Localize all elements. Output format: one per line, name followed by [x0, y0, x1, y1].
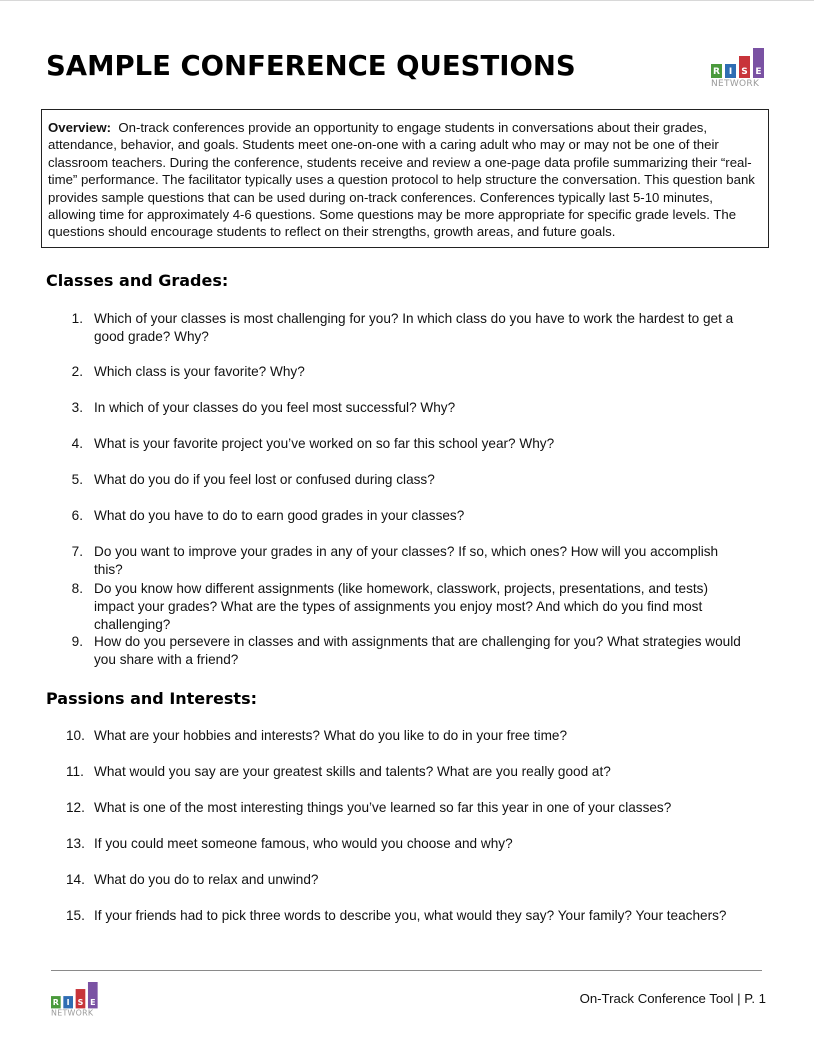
logo-letter: E: [90, 998, 96, 1008]
logo-letter: S: [741, 67, 748, 77]
logo-subtitle: NETWORK: [711, 79, 760, 89]
question-text: Do you want to improve your grades in any of your classes? If so, which ones? How will you accomplish this?: [94, 544, 719, 577]
question-number: 15.: [66, 908, 85, 923]
question-text: In which of your classes do you feel most successful? Why?: [94, 400, 456, 415]
logo-letter: I: [66, 998, 70, 1008]
question-text: If your friends had to pick three words to describe you, what would they say? Your family? Your teachers?: [94, 908, 727, 923]
logo-bar-r: [51, 996, 61, 1008]
logo-bar-s: [739, 56, 750, 78]
rise-network-logo-footer: [51, 982, 102, 1018]
question-number: 10.: [66, 728, 85, 743]
rise-network-logo: [711, 48, 769, 89]
question-number: 3.: [71, 400, 83, 415]
question-item: [66, 507, 746, 525]
question-item: [66, 727, 746, 745]
logo-bar-s: [76, 989, 86, 1008]
logo-letter: S: [77, 998, 84, 1008]
question-text: Which of your classes is most challenging for you? In which class do you have to work the hardest to get a good grade? Why?: [94, 311, 734, 344]
question-item: [66, 363, 746, 381]
question-number: 5.: [71, 472, 83, 487]
question-number: 7.: [71, 544, 83, 559]
logo-letter: I: [728, 67, 733, 77]
question-number: 13.: [66, 836, 85, 851]
question-number: 4.: [71, 436, 83, 451]
question-item: [66, 399, 746, 417]
question-item: [66, 580, 746, 634]
question-text: What do you have to do to earn good grades in your classes?: [94, 508, 465, 523]
question-item: [66, 871, 746, 889]
question-item: [66, 835, 746, 853]
question-number: 8.: [71, 581, 83, 596]
logo-bar-i: [725, 64, 736, 78]
overview-text: On-track conferences provide an opportunity to engage students in conversations about their grades, attendance, behavior, and goals. Students meet one-on-one with a caring adult who may or may not be one of their classroom teachers. During the conference, students receive and review a one-page data profile summarizing their “real-time” performance. The facilitator typically uses a question protocol to help structure the conversation. This question bank provides sample questions that can be used during on-track conferences. Conferences typically last 5-10 minutes, allowing time for approximately 4-6 questions. Some questions may be more appropriate for specific grade levels. The questions should encourage students to reflect on their strengths, growth areas, and future goals.: [48, 120, 755, 240]
question-text: How do you persevere in classes and with assignments that are challenging for you? What strategies would you share with a friend?: [94, 634, 741, 667]
logo-bar-r: [711, 64, 722, 78]
logo-bars: [711, 48, 769, 78]
question-number: 6.: [71, 508, 83, 523]
question-number: 11.: [66, 764, 84, 779]
question-item: [66, 633, 746, 669]
footer-divider: [51, 970, 762, 971]
question-number: 12.: [66, 800, 85, 815]
logo-bar-e: [753, 48, 764, 78]
question-text: What is one of the most interesting things you’ve learned so far this year in one of your classes?: [94, 800, 672, 815]
question-number: 1.: [71, 311, 83, 326]
question-item: [66, 310, 746, 346]
footer-page-label: On-Track Conference Tool | P. 1: [579, 991, 766, 1006]
question-item: [66, 471, 746, 489]
question-item: [66, 435, 746, 453]
overview-label: Overview:: [48, 120, 112, 135]
question-number: 14.: [66, 872, 85, 887]
question-number: 2.: [71, 364, 83, 379]
section-heading-passions-interests: Passions and Interests:: [46, 689, 257, 708]
question-text: What is your favorite project you’ve worked on so far this school year? Why?: [94, 436, 555, 451]
logo-letter: R: [52, 998, 59, 1008]
logo-bars: [51, 982, 102, 1008]
question-text: Do you know how different assignments (like homework, classwork, projects, presentations, and tests) impact your grades? What are the types of assignments you enjoy most? And which do you find most challenging?: [94, 581, 709, 632]
top-border: [0, 0, 814, 1]
logo-subtitle: NETWORK: [51, 1009, 94, 1019]
logo-bar-i: [63, 996, 73, 1008]
question-number: 9.: [71, 634, 83, 649]
section-heading-classes-grades: Classes and Grades:: [46, 271, 229, 290]
overview-box: [41, 109, 769, 248]
page-title: SAMPLE CONFERENCE QUESTIONS: [46, 50, 576, 82]
question-item: [66, 799, 746, 817]
question-text: If you could meet someone famous, who would you choose and why?: [94, 836, 513, 851]
logo-letter: E: [755, 67, 762, 77]
question-item: [66, 763, 746, 781]
logo-letter: R: [713, 67, 720, 77]
question-item: [66, 543, 746, 579]
question-text: What do you do to relax and unwind?: [94, 872, 319, 887]
question-text: Which class is your favorite? Why?: [94, 364, 305, 379]
question-item: [66, 907, 746, 925]
question-text: What do you do if you feel lost or confused during class?: [94, 472, 435, 487]
question-text: What are your hobbies and interests? What do you like to do in your free time?: [94, 728, 568, 743]
question-text: What would you say are your greatest skills and talents? What are you really good at?: [94, 764, 611, 779]
logo-bar-e: [88, 982, 98, 1008]
